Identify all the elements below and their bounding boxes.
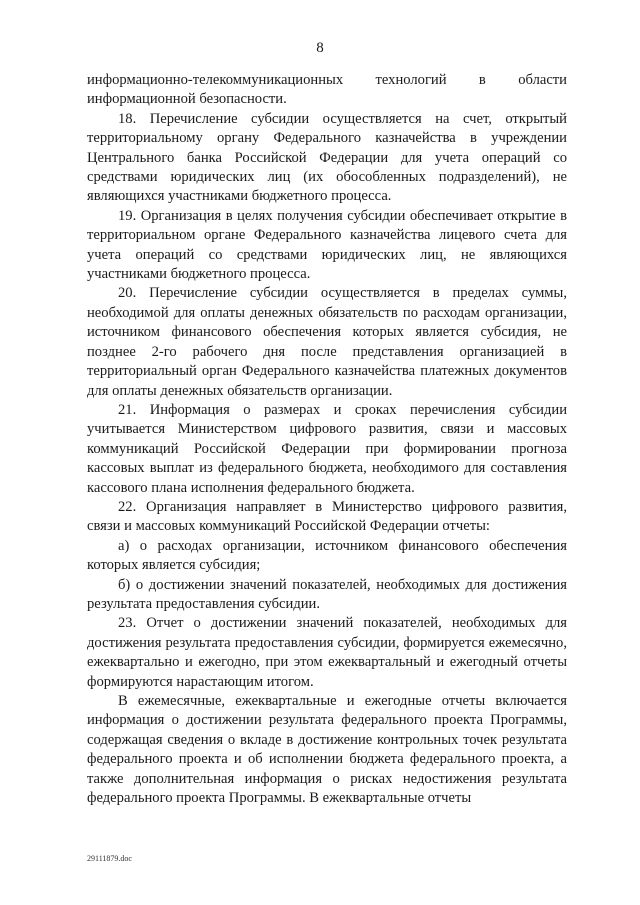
paragraph-18: 18. Перечисление субсидии осуществляется на счет, открытый территориальному органу Федерального казначейства в учреждении Центрального банка Российской Федерации для учета операций со средствами юридических лиц (их обособленных подразделений), не являющихся участниками бюджетного процесса. xyxy=(87,110,567,205)
paragraph-21: 21. Информация о размерах и сроках перечисления субсидии учитывается Министерством цифрового развития, связи и массовых коммуникаций Российской Федерации при формировании прогноза кассовых выплат из федерального бюджета, необходимого для составления кассового плана исполнения федерального бюджета. xyxy=(87,401,567,496)
paragraph-20: 20. Перечисление субсидии осуществляется в пределах суммы, необходимой для оплаты денежных обязательств по расходам организации, источником финансового обеспечения которых является субсидия, не позднее 2-го рабочего дня после представления организацией в территориальный орган Федерального казначейства платежных документов для оплаты денежных обязательств организации. xyxy=(87,285,567,399)
paragraph-reports: В ежемесячные, ежеквартальные и ежегодные отчеты включается информация о достижении результата федерального проекта Программы, содержащая сведения о вкладе в достижение контрольных точек результата федерального проекта и об исполнении бюджета федерального проекта, а также дополнительная информация о рисках недостижения результата федерального проекта Программы. В ежеквартальные отчеты xyxy=(87,693,567,807)
paragraph-continuation: информационно-телекоммуникационных технологий в области информационной безопасности. xyxy=(87,72,567,108)
file-name-footer: 29111879.doc xyxy=(87,854,132,863)
paragraph-23: 23. Отчет о достижении значений показателей, необходимых для достижения результата предоставления субсидии, формируется ежемесячно, ежеквартально и ежегодно, при этом ежеквартальный и ежегодный отчеты формируются нарастающим итогом. xyxy=(87,615,567,690)
paragraph-22-b: б) о достижении значений показателей, необходимых для достижения результата предоставления субсидии. xyxy=(87,576,567,612)
paragraph-19: 19. Организация в целях получения субсидии обеспечивает открытие в территориальном органе Федерального казначейства лицевого счета для учета операций со средствами юридических лиц, не являющихся участниками бюджетного процесса. xyxy=(87,207,567,283)
paragraph-22: 22. Организация направляет в Министерство цифрового развития, связи и массовых коммуникаций Российской Федерации отчеты: xyxy=(87,498,567,535)
page-number: 8 xyxy=(316,40,324,56)
paragraph-22-a: а) о расходах организации, источником финансового обеспечения которых является субсидия; xyxy=(87,537,567,574)
document-body xyxy=(87,71,567,808)
